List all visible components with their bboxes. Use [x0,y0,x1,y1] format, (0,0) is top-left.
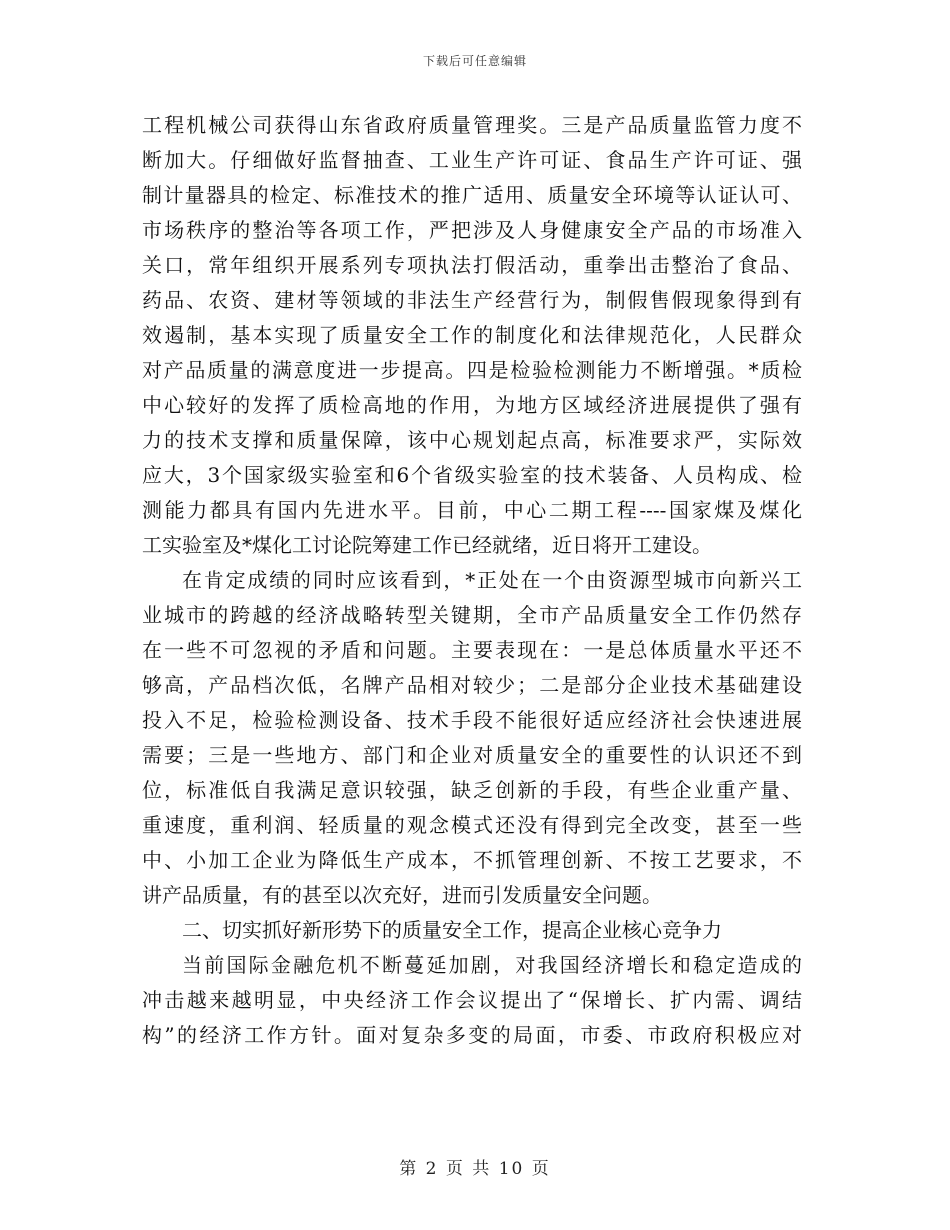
text-line: 需要；三是一些地方、部门和企业对质量安全的重要性的认识还不到 [142,743,802,767]
text-line: 市场秩序的整治等各项工作，严把涉及人身健康安全产品的市场准入 [142,218,802,242]
text-line: 对产品质量的满意度进一步提高。四是检验检测能力不断增强。*质检 [142,358,802,382]
text-line: 效遏制，基本实现了质量安全工作的制度化和法律规范化，人民群众 [142,323,802,347]
page-footer: 第 2 页 共 10 页 [399,1159,551,1179]
text-line: 关口，常年组织开展系列专项执法打假活动，重拳出击整治了食品、 [142,253,802,277]
text-line: 位，标准低自我满足意识较强，缺乏创新的手段，有些企业重产量、 [142,778,802,802]
text-line: 冲击越来越明显，中央经济工作会议提出了“保增长、扩内需、调结 [142,988,802,1012]
text-line: 构”的经济工作方针。面对复杂多变的局面，市委、市政府积极应对 [142,1023,802,1047]
text-line: 应大，3个国家级实验室和6个省级实验室的技术装备、人员构成、检 [142,463,802,487]
text-line: 够高，产品档次低，名牌产品相对较少；二是部分企业技术基础建设 [142,673,802,697]
text-line: 断加大。仔细做好监督抽查、工业生产许可证、食品生产许可证、强 [142,148,802,172]
text-line: 在肯定成绩的同时应该看到，*正处在一个由资源型城市向新兴工 [182,568,802,592]
text-line: 投入不足，检验检测设备、技术手段不能很好适应经济社会快速进展 [142,708,802,732]
text-line: 制计量器具的检定、标准技术的推广适用、质量安全环境等认证认可、 [142,183,802,207]
document-body [142,108,802,1053]
text-line: 工实验室及*煤化工讨论院筹建工作已经就绪，近日将开工建设。 [142,533,712,557]
text-line: 药品、农资、建材等领域的非法生产经营行为，制假售假现象得到有 [142,288,802,312]
text-line: 当前国际金融危机不断蔓延加剧，对我国经济增长和稳定造成的 [182,953,802,977]
text-line: 中心较好的发挥了质检高地的作用，为地方区域经济进展提供了强有 [142,393,802,417]
text-line: 业城市的跨越的经济战略转型关键期，全市产品质量安全工作仍然存 [142,603,802,627]
text-line: 测能力都具有国内先进水平。目前，中心二期工程----国家煤及煤化 [142,498,802,522]
text-line: 重速度，重利润、轻质量的观念模式还没有得到完全改变，甚至一些 [142,813,802,837]
text-line: 在一些不可忽视的矛盾和问题。主要表现在：一是总体质量水平还不 [142,638,802,662]
text-line: 讲产品质量，有的甚至以次充好，进而引发质量安全问题。 [142,883,662,907]
text-line: 力的技术支撑和质量保障，该中心规划起点高，标准要求严，实际效 [142,428,802,452]
page-header: 下载后可任意编辑 [422,54,527,68]
text-line: 工程机械公司获得山东省政府质量管理奖。三是产品质量监管力度不 [142,113,802,137]
text-line: 中、小加工企业为降低生产成本，不抓管理创新、不按工艺要求，不 [142,848,802,872]
text-line: 二、切实抓好新形势下的质量安全工作，提高企业核心竞争力 [182,918,722,942]
